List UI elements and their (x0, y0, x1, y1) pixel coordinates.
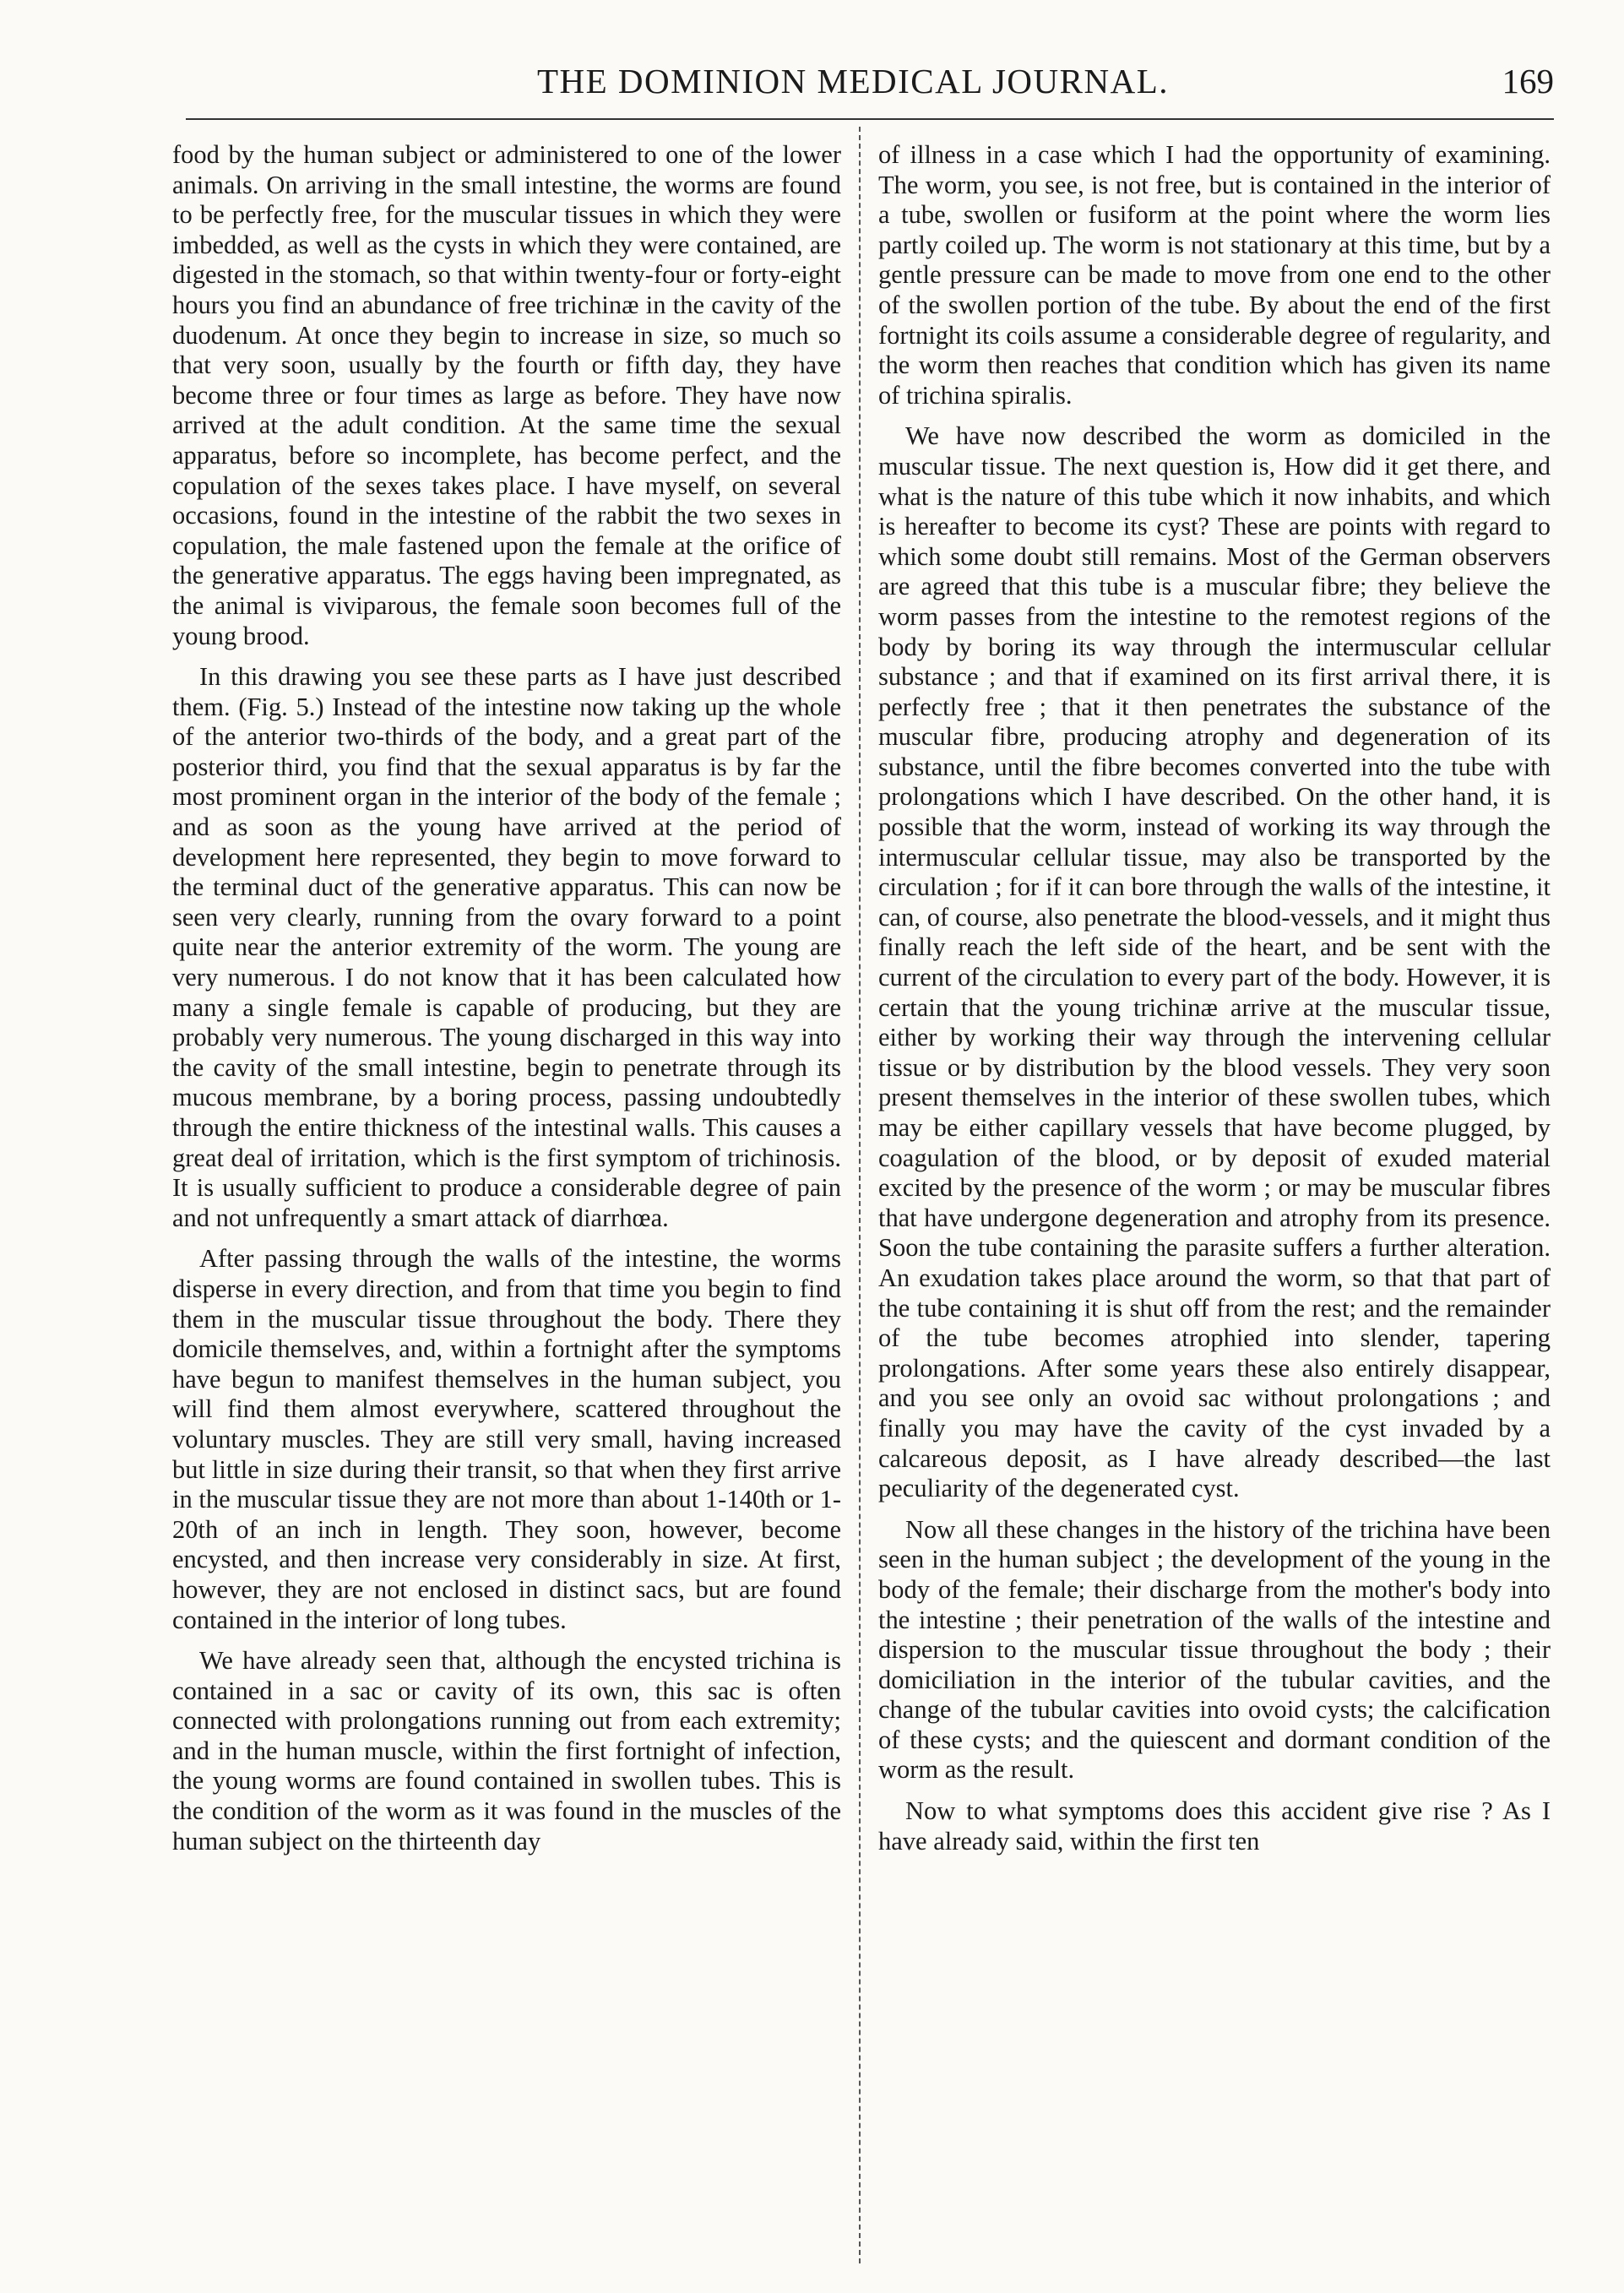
paragraph: Now to what symptoms does this accident give rise ? As I have already said, within the first ten (878, 1796, 1551, 1856)
page-number: 169 (1502, 62, 1554, 101)
header-rule (186, 118, 1554, 120)
left-column (172, 140, 841, 1867)
paragraph: of illness in a case which I had the opportunity of examining. The worm, you see, is not free, but is contained in the interior of a tube, swollen or fusiform at the point where the worm lies partly coiled up. The worm is not stationary at this time, but by a gentle pressure can be made to move from one end to the other of the swollen portion of the tube. By about the end of the first fortnight its coils assume a considerable degree of regularity, and the worm then reaches that condition which has given its name of trichina spiralis. (878, 140, 1551, 410)
paragraph: Now all these changes in the history of the trichina have been seen in the human subject ; the development of the young in the body of the female; their discharge from the mother's body into the intestine ; their penetration of the walls of the intestine and dispersion to the muscular tissue throughout the body ; their domiciliation in the interior of the tubular cavities, and the change of the tubular cavities into ovoid cysts; the calcification of these cysts; and the quiescent and dormant condition of the worm as the result. (878, 1514, 1551, 1785)
column-divider (859, 127, 861, 2263)
paragraph: We have now described the worm as domiciled in the muscular tissue. The next question is, How did it get there, and what is the nature of this tube which it now inhabits, and which is hereafter to become its cyst? These are points with regard to which some doubt still remains. Most of the German observers are agreed that this tube is a muscular fibre; they believe the worm passes from the intestine to the remotest regions of the body by boring its way through the intermuscular cellular substance ; and that if examined on its first arrival there, it is perfectly free ; that it then penetrates the substance of the muscular fibre, producing atrophy and degeneration of its substance, until the fibre becomes converted into the tube with prolongations which I have described. On the other hand, it is possible that the worm, instead of working its way through the intermuscular cellular tissue, may also be transported by the circulation ; for if it can bore through the walls of the intestine, it can, of course, also penetrate the blood-vessels, and it might thus finally reach the left side of the heart, and be sent with the current of the circulation to every part of the body. However, it is certain that the young trichinæ arrive at the muscular tissue, either by working their way through the intervening cellular tissue or by distribution by the blood vessels. They very soon present themselves in the interior of these swollen tubes, which may be either capillary vessels that have become plugged, by coagulation of the blood, or by deposit of exuded material excited by the presence of the worm ; or may be muscular fibres that have undergone degeneration and atrophy from its presence. Soon the tube containing the parasite suffers a further alteration. An exudation takes place around the worm, so that that part of the tube containing it is shut off from the rest; and the remainder of the tube becomes atrophied into slender, tapering prolongations. After some years these also entirely disappear, and you see only an ovoid sac without prolongations ; and finally you may have the cavity of the cyst invaded by a calcareous deposit, as I have already described—the last peculiarity of the degenerated cyst. (878, 421, 1551, 1503)
paragraph: In this drawing you see these parts as I have just described them. (Fig. 5.) Instead of the intestine now taking up the whole of the anterior two-thirds of the body, and a great part of the posterior third, you find that the sexual apparatus is by far the most prominent organ in the interior of the body of the female ; and as soon as the young have arrived at the period of development here represented, they begin to move forward to the terminal duct of the generative apparatus. This can now be seen very clearly, running from the ovary forward to a point quite near the anterior extremity of the worm. The young are very numerous. I do not know that it has been calculated how many a single female is capable of producing, but they are probably very numerous. The young discharged in this way into the cavity of the small intestine, begin to penetrate through its mucous membrane, by a boring process, passing undoubtedly through the entire thickness of the intestinal walls. This causes a great deal of irritation, which is the first symptom of trichinosis. It is usually sufficient to produce a considerable degree of pain and not unfrequently a smart attack of diarrhœa. (172, 662, 841, 1232)
running-header (152, 57, 1554, 108)
paragraph: We have already seen that, although the encysted trichina is contained in a sac or cavity of its own, this sac is often connected with prolongations running out from each extremity; and in the human muscle, within the first fortnight of infection, the young worms are found contained in swollen tubes. This is the condition of the worm as it was found in the muscles of the human subject on the thirteenth day (172, 1646, 841, 1856)
right-column (878, 140, 1551, 1867)
journal-title: THE DOMINION MEDICAL JOURNAL. (536, 62, 1170, 101)
paragraph: After passing through the walls of the intestine, the worms disperse in every direction, and from that time you begin to find them in the muscular tissue throughout the body. There they domicile themselves, and, within a fortnight after the symptoms have begun to manifest themselves in the human subject, you will find them almost everywhere, scattered throughout the voluntary muscles. They are still very small, having increased but little in size during their transit, so that when they first arrive in the muscular tissue they are not more than about 1-140th or 1-20th of an inch in length. They soon, however, become encysted, and then increase very considerably in size. At first, however, they are not enclosed in distinct sacs, but are found contained in the interior of long tubes. (172, 1244, 841, 1634)
paragraph: food by the human subject or administered to one of the lower animals. On arriving in the small intestine, the worms are found to be perfectly free, for the muscular tissues in which they were imbedded, as well as the cysts in which they were contained, are digested in the stomach, so that within twenty-four or forty-eight hours you find an abundance of free trichinæ in the cavity of the duodenum. At once they begin to increase in size, so much so that very soon, usually by the fourth or fifth day, they have become three or four times as large as before. They have now arrived at the adult condition. At the same time the sexual apparatus, before so incomplete, has become perfect, and the copulation of the sexes takes place. I have myself, on several occasions, found in the intestine of the rabbit the two sexes in copulation, the male fastened upon the female at the orifice of the generative apparatus. The eggs having been impregnated, as the animal is viviparous, the female soon becomes full of the young brood. (172, 140, 841, 650)
